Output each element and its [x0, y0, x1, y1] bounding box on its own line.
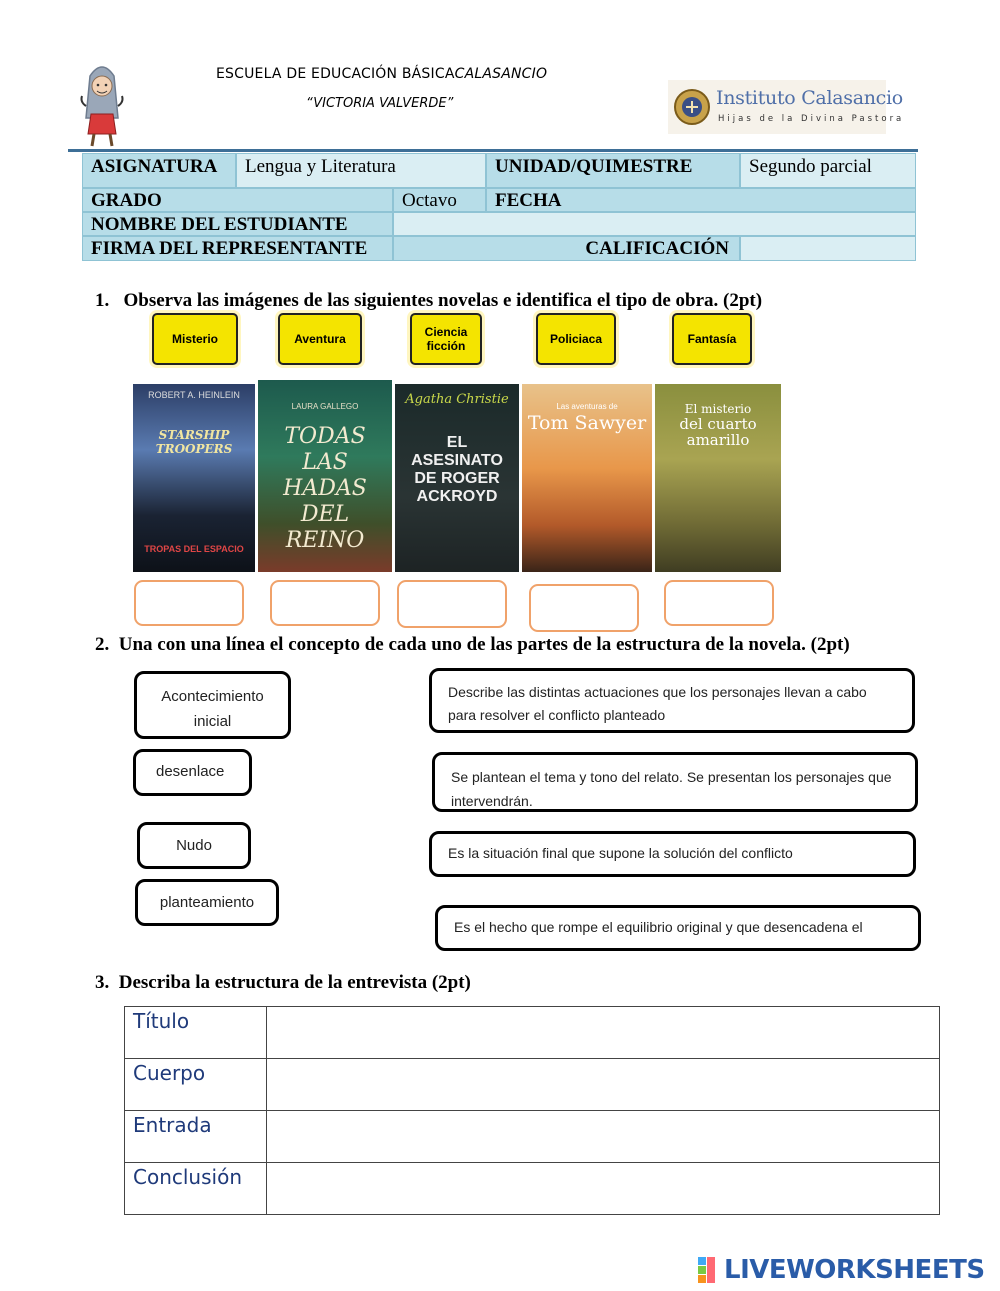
- cover-title: TODAS LAS HADAS DEL REINO: [283, 424, 367, 553]
- asignatura-label: ASIGNATURA: [82, 153, 236, 188]
- liveworksheets-icon: [698, 1257, 724, 1283]
- genre-label-aventura[interactable]: Aventura: [278, 313, 362, 365]
- cover-author: Las aventuras de: [556, 402, 618, 411]
- genre-label-fantasia[interactable]: Fantasía: [672, 313, 752, 365]
- question-3: 3. Describa la estructura de la entrevista (2pt): [95, 972, 471, 993]
- genre-label-ciencia-ficcion[interactable]: Ciencia ficción: [410, 313, 482, 365]
- table-row: [125, 1111, 940, 1163]
- concept-desenlace[interactable]: desenlace: [133, 749, 252, 796]
- question-2: 2. Una con una línea el concepto de cada uno de las partes de la estructura de la novela. (2pt): [95, 634, 850, 655]
- unidad-label: UNIDAD/QUIMESTRE: [486, 153, 740, 188]
- row-label-titulo: Título: [125, 1007, 267, 1059]
- cover-title: del cuarto amarillo: [679, 415, 757, 449]
- cover-author: LAURA GALLEGO: [291, 402, 359, 411]
- row-label-conclusion: Conclusión: [125, 1163, 267, 1215]
- answer-box-2[interactable]: [270, 580, 380, 626]
- book-cover-cuarto-amarillo: [655, 384, 781, 572]
- question-1: 1. Observa las imágenes de las siguientes novelas e identifica el tipo de obra. (2pt): [95, 290, 763, 311]
- definition-4[interactable]: Es el hecho que rompe el equilibrio original y que desencadena el: [435, 905, 921, 951]
- definition-3[interactable]: Es la situación final que supone la solución del conflicto: [429, 831, 916, 877]
- firma-label: FIRMA DEL REPRESENTANTE: [82, 236, 393, 261]
- calificacion-label: CALIFICACIÓN: [393, 236, 740, 261]
- institute-logo: [668, 80, 905, 134]
- table-row: [125, 1007, 940, 1059]
- liveworksheets-logo: [698, 1255, 985, 1285]
- book-cover-starship-troopers: [133, 384, 255, 572]
- asignatura-value: Lengua y Literatura: [236, 153, 486, 188]
- definition-1[interactable]: Describe las distintas actuaciones que los personajes llevan a cabo para resolver el conflicto planteado: [429, 668, 915, 733]
- book-cover-todas-las-hadas: [258, 380, 392, 572]
- institute-subtitle: Hijas de la Divina Pastora: [718, 114, 905, 124]
- institute-name: Instituto Calasancio: [716, 87, 903, 109]
- row-answer-cuerpo[interactable]: [267, 1059, 940, 1111]
- school-name: ESCUELA DE EDUCACIÓN BÁSICACALASANCIO: [216, 66, 548, 82]
- concept-nudo[interactable]: Nudo: [137, 822, 251, 869]
- row-answer-titulo[interactable]: [267, 1007, 940, 1059]
- answer-box-3[interactable]: [397, 580, 507, 628]
- row-label-cuerpo: Cuerpo: [125, 1059, 267, 1111]
- calificacion-field[interactable]: [740, 236, 916, 261]
- row-label-entrada: Entrada: [125, 1111, 267, 1163]
- unidad-value: Segundo parcial: [740, 153, 916, 188]
- answer-box-4[interactable]: [529, 584, 639, 632]
- genre-label-misterio[interactable]: Misterio: [152, 313, 238, 365]
- school-subtitle: “VICTORIA VALVERDE”: [306, 96, 454, 111]
- school-mascot-logo: [76, 58, 128, 150]
- answer-box-1[interactable]: [134, 580, 244, 626]
- cover-title: STARSHIP TROOPERS: [155, 428, 233, 456]
- crest-icon: [672, 83, 712, 131]
- answer-box-5[interactable]: [664, 580, 774, 626]
- table-row: [125, 1163, 940, 1215]
- cover-title: Tom Sawyer: [527, 412, 647, 434]
- cover-title: EL ASESINATO DE ROGER ACKROYD: [411, 434, 503, 505]
- liveworksheets-brand: LIVEWORKSHEETS: [724, 1255, 985, 1285]
- nombre-label: NOMBRE DEL ESTUDIANTE: [82, 212, 393, 236]
- book-cover-tom-sawyer: [522, 384, 652, 572]
- row-answer-entrada[interactable]: [267, 1111, 940, 1163]
- cover-author: ROBERT A. HEINLEIN: [148, 390, 240, 400]
- definition-2[interactable]: Se plantean el tema y tono del relato. Se presentan los personajes que intervendrán.: [432, 752, 918, 812]
- genre-label-policiaca[interactable]: Policiaca: [536, 313, 616, 365]
- grado-label: GRADO: [82, 188, 393, 212]
- concept-planteamiento[interactable]: planteamiento: [135, 879, 279, 926]
- interview-structure-table: [124, 1006, 940, 1215]
- nombre-field[interactable]: [393, 212, 916, 236]
- book-cover-roger-ackroyd: [395, 384, 519, 572]
- cover-author: Agatha Christie: [405, 392, 509, 407]
- cover-subtitle: TROPAS DEL ESPACIO: [144, 544, 244, 554]
- table-row: [125, 1059, 940, 1111]
- grado-value: Octavo: [393, 188, 486, 212]
- row-answer-conclusion[interactable]: [267, 1163, 940, 1215]
- concept-acontecimiento-inicial[interactable]: Acontecimiento inicial: [134, 671, 291, 739]
- fecha-label: FECHA: [486, 188, 916, 212]
- cover-author: El misterio: [684, 402, 752, 416]
- header-rule: [68, 149, 918, 152]
